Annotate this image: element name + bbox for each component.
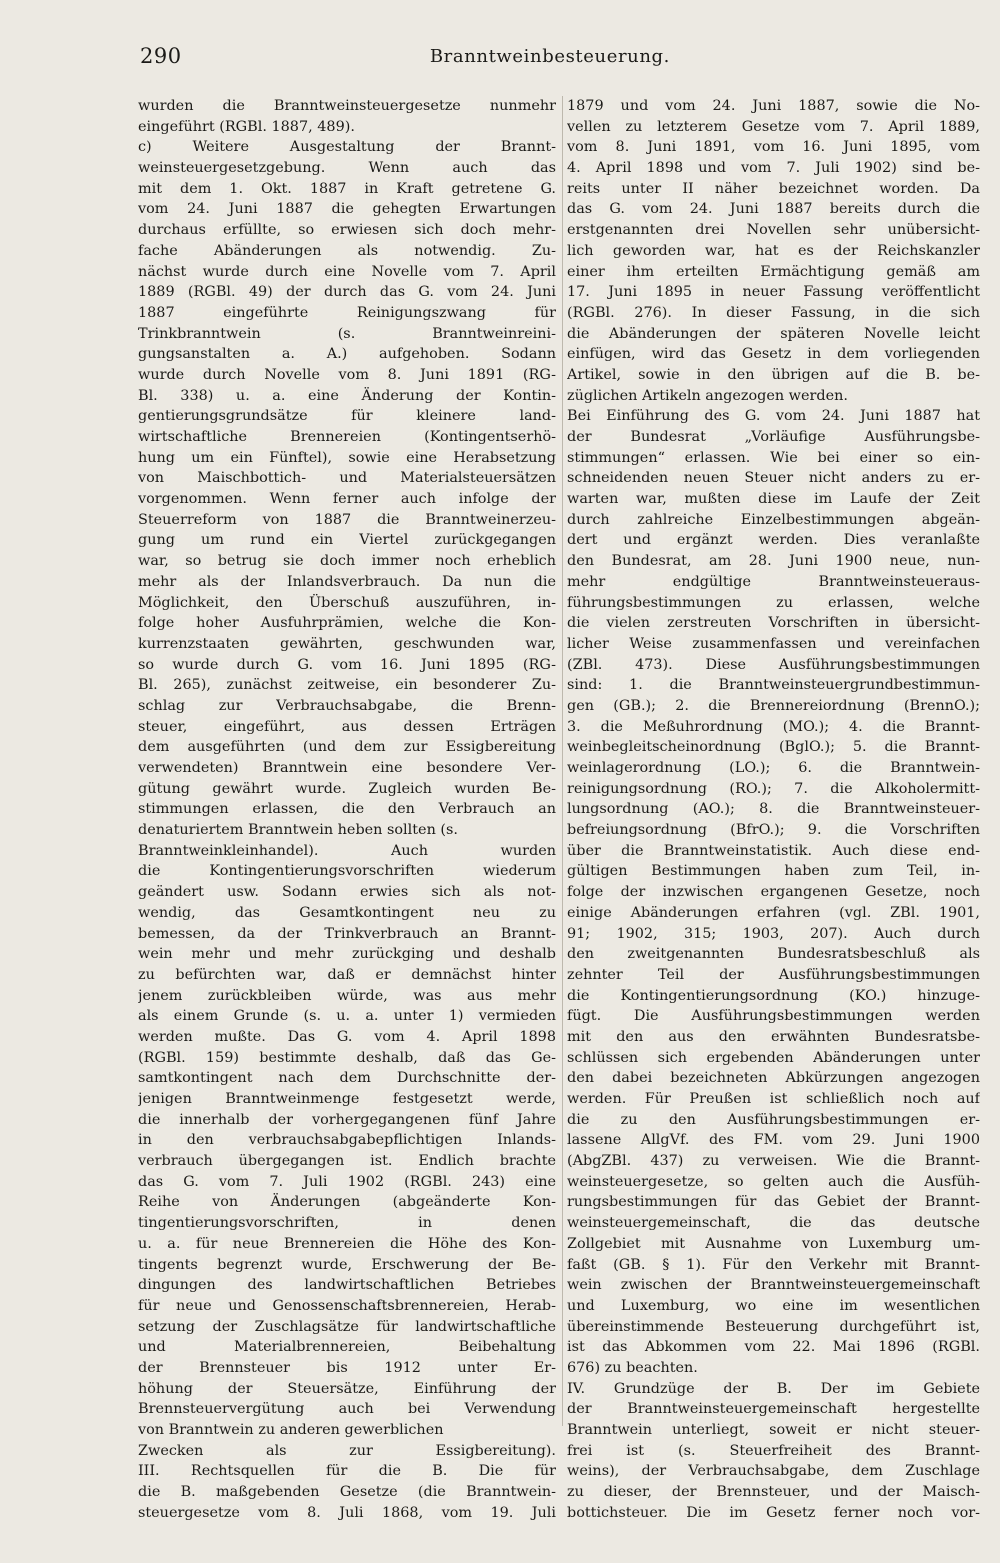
text-line: den Bundesrat, am 28. Juni 1900 neue, nun- [567, 553, 980, 570]
text-line: die B. maßgebenden Gesetze (die Branntwein- [138, 1484, 556, 1501]
text-line: denaturiertem Branntwein heben sollten (s. [138, 822, 458, 839]
text-line: 1879 und vom 24. Juni 1887, sowie die No- [567, 98, 980, 114]
text-line: weinbegleitscheinordnung (BglO.); 5. die Brannt- [567, 739, 980, 756]
text-line: wurden die Branntweinsteuergesetze nunmehr [138, 98, 556, 114]
text-line: u. a. für neue Brennereien die Höhe des Kon- [138, 1235, 556, 1252]
running-title: Branntweinbesteuerung. [429, 46, 670, 67]
text-line: so wurde durch G. vom 16. Juni 1895 (RG- [138, 656, 556, 673]
text-line: schlüssen sich ergebenden Abänderungen unter [567, 1049, 980, 1066]
text-line: (RGBl. 276). In dieser Fassung, in die sich [567, 304, 980, 321]
text-line: gung um rund ein Viertel zurückgegangen [138, 532, 556, 549]
text-line: die zu den Ausführungsbestimmungen er- [567, 1111, 980, 1128]
text-line: gültigen Bestimmungen haben zum Teil, in- [567, 863, 980, 880]
text-line: bemessen, da der Trinkverbrauch an Brannt- [138, 925, 556, 942]
text-line: (ZBl. 473). Diese Ausführungsbestimmungen [567, 656, 980, 673]
text-line: steuer, eingeführt, aus dessen Erträgen [138, 718, 556, 735]
text-column-right [567, 96, 980, 1523]
text-line: schneidenden neuen Steuer nicht anders zu er- [567, 470, 980, 487]
text-line: die Abänderungen der späteren Novelle leicht [567, 325, 980, 342]
text-line: dingungen des landwirtschaftlichen Betriebes [138, 1277, 556, 1294]
text-line: Branntwein unterliegt, soweit er nicht steuer- [567, 1422, 980, 1438]
text-line: Zollgebiet mit Ausnahme von Luxemburg um- [567, 1235, 980, 1252]
text-line: lassene AllgVf. des FM. vom 29. Juni 1900 [567, 1132, 980, 1149]
text-line: verwendeten) Branntwein eine besondere Ver- [138, 760, 556, 776]
text-line: fache Abänderungen als notwendig. Zu- [138, 242, 556, 259]
text-line: weinsteuergemeinschaft, die das deutsche [567, 1215, 980, 1232]
text-line: und Materialbrennereien, Beibehaltung [138, 1339, 556, 1356]
text-line: in den verbrauchsabgabepflichtigen Inlands- [138, 1132, 556, 1149]
text-line: die vielen zerstreuten Vorschriften in übersicht- [567, 615, 980, 632]
text-line: werden. Für Preußen ist schließlich noch auf [567, 1091, 980, 1107]
text-line: wendig, das Gesamtkontingent neu zu [138, 904, 556, 921]
text-line: Brennsteuervergütung auch bei Verwendung [138, 1401, 556, 1418]
text-line: von Maischbottich- und Materialsteuersätzen [138, 470, 556, 487]
text-line: steuergesetze vom 8. Juli 1868, vom 19. Juli [138, 1504, 556, 1521]
text-line: (AbgZBl. 437) zu verweisen. Wie die Brannt- [567, 1153, 980, 1170]
text-line: vorgenommen. Wenn ferner auch infolge der [138, 491, 556, 508]
text-line: rungsbestimmungen für das Gebiet der Brannt- [567, 1194, 980, 1211]
text-line: zu befürchten war, daß er demnächst hinter [138, 966, 556, 983]
text-line: das G. vom 24. Juni 1887 bereits durch die [567, 201, 980, 218]
text-line: der Brennsteuer bis 1912 unter Er- [138, 1359, 556, 1376]
text-line: als einem Grunde (s. u. a. unter 1) vermieden [138, 1008, 556, 1025]
text-line: hung um ein Fünftel), sowie eine Herabsetzung [138, 449, 556, 466]
text-line: Artikel, sowie in den übrigen auf die B. be- [567, 366, 980, 383]
text-line: mit den aus den erwähnten Bundesratsbe- [567, 1028, 980, 1045]
text-line: züglichen Artikeln angezogen werden. [567, 387, 848, 404]
text-line: stimmungen erlassen, die den Verbrauch an [138, 801, 556, 818]
text-line: zu dieser, der Brennsteuer, und der Maisch- [567, 1484, 980, 1501]
text-line: für neue und Genossenschaftsbrennereien, Herab- [138, 1297, 556, 1314]
text-line: einfügen, wird das Gesetz in dem vorliegenden [567, 346, 980, 363]
text-line: Trinkbranntwein (s. Branntweinreini- [138, 325, 556, 342]
text-line: mehr endgültige Branntweinsteueraus- [567, 573, 980, 590]
text-line: wurde durch Novelle vom 8. Juni 1891 (RG- [138, 366, 556, 383]
text-line: übereinstimmende Besteuerung durchgeführt ist, [567, 1318, 980, 1335]
page-number: 290 [140, 44, 182, 68]
text-line: stimmungen“ erlassen. Wie bei einer so ein- [567, 449, 980, 466]
text-line: zehnter Teil der Ausführungsbestimmungen [567, 966, 980, 983]
text-line: vellen zu letzterem Gesetze vom 7. April 1889, [567, 118, 980, 135]
text-line: werden mußte. Das G. vom 4. April 1898 [138, 1028, 556, 1045]
text-line: tingents begrenzt wurde, Erschwerung der Be- [138, 1256, 556, 1273]
text-line: gütung gewährt wurde. Zugleich wurden Be- [138, 780, 556, 797]
text-line: die Kontingentierungsvorschriften wiederum [138, 863, 556, 880]
text-line: einer ihm erteilten Ermächtigung gemäß am [567, 263, 980, 280]
text-line: c) Weitere Ausgestaltung der Brannt- [138, 139, 556, 156]
text-line: 676) zu beachten. [567, 1359, 698, 1376]
text-line: vom 24. Juni 1887 die gehegten Erwartungen [138, 201, 556, 218]
text-line: reits unter II näher bezeichnet worden. Da [567, 180, 980, 197]
text-line: tingentierungsvorschriften, in denen [138, 1215, 556, 1232]
text-line: schlag zur Verbrauchsabgabe, die Brenn- [138, 697, 556, 714]
text-line: ist das Abkommen vom 22. Mai 1896 (RGBl. [567, 1339, 980, 1356]
text-line: wirtschaftliche Brennereien (Kontingentserhö- [138, 429, 556, 445]
text-line: III. Rechtsquellen für die B. Die für [138, 1463, 556, 1480]
text-line: kurrenzstaaten gewährten, geschwunden war, [138, 635, 556, 652]
text-line: die Kontingentierungsordnung (KO.) hinzuge- [567, 987, 980, 1004]
text-line: samtkontingent nach dem Durchschnitte der- [138, 1070, 556, 1087]
column-divider [562, 96, 563, 1426]
text-line: der Bundesrat „Vorläufige Ausführungsbe- [567, 429, 980, 445]
text-line: reinigungsordnung (RO.); 7. die Alkoholermitt- [567, 780, 980, 797]
text-line: erstgenannten drei Novellen sehr unübersicht- [567, 222, 980, 239]
text-line: warten war, mußten diese im Laufe der Zeit [567, 491, 980, 508]
text-line: durchaus erfüllte, so erwiesen sich doch mehr- [138, 222, 556, 239]
text-line: mit dem 1. Okt. 1887 in Kraft getretene G. [138, 180, 556, 197]
text-line: gentierungsgrundsätze für kleinere land- [138, 408, 556, 425]
text-line: dem ausgeführten (und dem zur Essigbereitung [138, 739, 556, 756]
text-line: weins), der Verbrauchsabgabe, dem Zuschlage [567, 1463, 980, 1480]
text-line: den dabei bezeichneten Abkürzungen angezogen [567, 1070, 980, 1087]
text-line: fügt. Die Ausführungsbestimmungen werden [567, 1008, 980, 1025]
text-line: einige Abänderungen erfahren (vgl. ZBl. 1901, [567, 904, 980, 921]
text-line: weinlagerordnung (LO.); 6. die Branntwein- [567, 760, 980, 776]
text-line: folge der inzwischen ergangenen Gesetze, noch [567, 884, 980, 901]
text-line: befreiungsordnung (BfrO.); 9. die Vorschriften [567, 822, 980, 839]
text-line: 91; 1902, 315; 1903, 207). Auch durch [567, 925, 980, 942]
text-line: 1887 eingeführte Reinigungszwang für [138, 304, 556, 321]
text-line: den zweitgenannten Bundesratsbeschluß als [567, 946, 980, 963]
text-line: sind: 1. die Branntweinsteuergrundbestimmun- [567, 677, 980, 694]
text-line: jenem zurückbleiben würde, was aus mehr [138, 987, 556, 1004]
text-line: licher Weise zusammenfassen und vereinfachen [567, 635, 980, 652]
text-line: Bl. 265), zunächst zeitweise, ein besonderer Zu- [138, 677, 556, 694]
text-line: eingeführt (RGBl. 1887, 489). [138, 118, 355, 135]
text-line: verbrauch übergegangen ist. Endlich brachte [138, 1153, 556, 1170]
text-line: führungsbestimmungen zu erlassen, welche [567, 594, 980, 611]
text-line: gungsanstalten a. A.) aufgehoben. Sodann [138, 346, 556, 363]
text-line: gen (GB.); 2. die Brennereiordnung (BrennO.); [567, 697, 980, 714]
text-line: die innerhalb der vorhergegangenen fünf Jahre [138, 1111, 556, 1128]
text-line: 4. April 1898 und vom 7. Juli 1902) sind be- [567, 160, 980, 177]
text-line: setzung der Zuschlagsätze für landwirtschaftliche [138, 1318, 556, 1335]
text-column-left [138, 96, 556, 1523]
text-line: lich geworden war, hat es der Reichskanzler [567, 242, 980, 259]
text-line: und Luxemburg, wo eine im wesentlichen [567, 1297, 980, 1314]
text-line: von Branntwein zu anderen gewerblichen [138, 1422, 444, 1438]
text-line: IV. Grundzüge der B. Der im Gebiete [567, 1380, 980, 1397]
text-line: frei ist (s. Steuerfreiheit des Brannt- [567, 1442, 980, 1459]
text-line: weinsteuergesetzgebung. Wenn auch das [138, 160, 556, 177]
text-line: folge hoher Ausfuhrprämien, welche die Kon- [138, 615, 556, 632]
text-line: über die Branntweinstatistik. Auch diese end- [567, 842, 980, 859]
text-line: war, so betrug sie doch immer noch erheblich [138, 553, 556, 570]
text-line: Bei Einführung des G. vom 24. Juni 1887 hat [567, 408, 980, 425]
text-line: nächst wurde durch eine Novelle vom 7. April [138, 263, 556, 280]
text-line: durch zahlreiche Einzelbestimmungen abgeän- [567, 511, 980, 528]
text-line: Steuerreform von 1887 die Branntweinerzeu- [138, 511, 556, 528]
text-line: geändert usw. Sodann erwies sich als not- [138, 884, 556, 901]
text-line: weinsteuergesetze, so gelten auch die Ausfüh- [567, 1173, 980, 1190]
text-line: das G. vom 7. Juli 1902 (RGBl. 243) eine [138, 1173, 556, 1190]
text-line: Möglichkeit, den Überschuß auszuführen, in- [138, 594, 556, 611]
text-line: 17. Juni 1895 in neuer Fassung veröffentlicht [567, 284, 980, 301]
text-line: Branntweinkleinhandel). Auch wurden [138, 842, 556, 859]
text-line: Zwecken als zur Essigbereitung). [138, 1442, 556, 1459]
text-line: faßt (GB. § 1). Für den Verkehr mit Brannt- [567, 1256, 980, 1273]
text-line: höhung der Steuersätze, Einführung der [138, 1380, 556, 1397]
text-line: Bl. 338) u. a. eine Änderung der Kontin- [138, 387, 556, 404]
text-line: 3. die Meßuhrordnung (MO.); 4. die Brannt- [567, 718, 980, 735]
text-line: wein mehr und mehr zurückging und deshalb [138, 946, 556, 963]
text-line: bottichsteuer. Die im Gesetz ferner noch vor- [567, 1504, 980, 1521]
text-line: vom 8. Juni 1891, vom 16. Juni 1895, vom [567, 139, 980, 156]
text-line: der Branntweinsteuergemeinschaft hergestellte [567, 1401, 980, 1418]
text-line: Reihe von Änderungen (abgeänderte Kon- [138, 1194, 556, 1211]
page-header [140, 44, 670, 74]
text-line: 1889 (RGBl. 49) der durch das G. vom 24. Juni [138, 284, 556, 301]
text-line: lungsordnung (AO.); 8. die Branntweinsteuer- [567, 801, 980, 818]
text-line: jenigen Branntweinmenge festgesetzt werde, [138, 1091, 556, 1107]
text-line: mehr als der Inlandsverbrauch. Da nun die [138, 573, 556, 590]
text-line: wein zwischen der Branntweinsteuergemeinschaft [567, 1277, 980, 1294]
text-line: (RGBl. 159) bestimmte deshalb, daß das Ge- [138, 1049, 556, 1066]
text-line: dert und ergänzt werden. Dies veranlaßte [567, 532, 980, 549]
